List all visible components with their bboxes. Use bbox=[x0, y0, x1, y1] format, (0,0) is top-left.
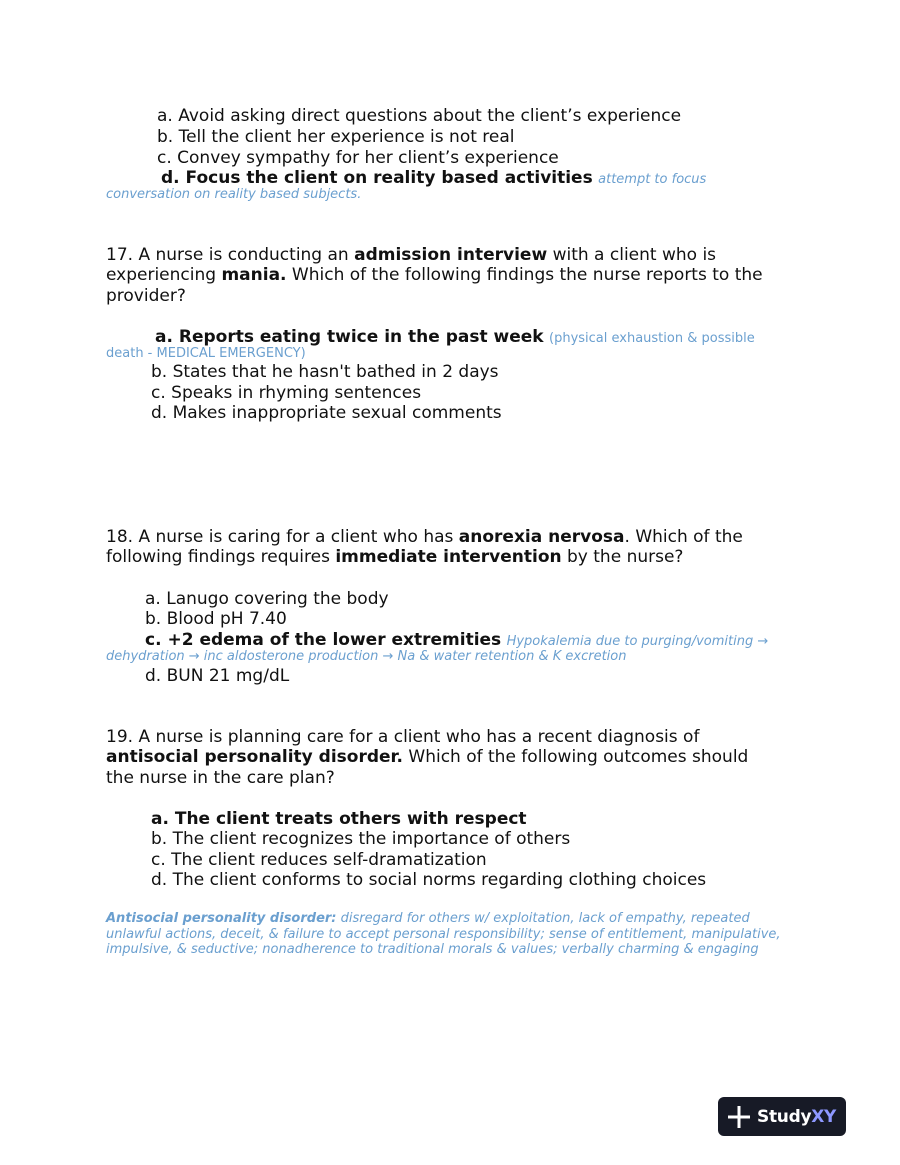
q16-option-d-text: d. Focus the client on reality based activities bbox=[161, 168, 593, 188]
q18-option-c-note: Hypokalemia due to purging/vomiting → bbox=[506, 634, 769, 649]
q16-option-d-note: attempt to focus bbox=[598, 172, 707, 187]
q17-stem-line-2 bbox=[106, 265, 763, 286]
logo-text-accent: XY bbox=[811, 1106, 837, 1127]
q17-stem-text: with a client who is bbox=[547, 245, 717, 265]
q18-option-c-note-cont: dehydration → inc aldosterone production → Na & water retention & K excretion bbox=[106, 649, 627, 664]
q16-option-a: a. Avoid asking direct questions about the client’s experience bbox=[157, 106, 682, 126]
q18-stem-line-2 bbox=[106, 547, 683, 568]
q17-stem-bold: mania. bbox=[221, 265, 287, 285]
q17-stem-text: Which of the following findings the nurse reports to the bbox=[286, 265, 763, 285]
logo-text-main: Study bbox=[757, 1106, 812, 1127]
q19-stem-bold: antisocial personality disorder. bbox=[106, 747, 403, 767]
q16-option-d-note-cont: conversation on reality based subjects. bbox=[106, 187, 362, 202]
q18-stem-bold: immediate intervention bbox=[335, 547, 562, 567]
q18-stem-bold: anorexia nervosa bbox=[458, 527, 625, 547]
q19-summary-text: disregard for others w/ exploitation, lack of empathy, repeated bbox=[336, 911, 750, 926]
q19-stem-line-3: the nurse in the care plan? bbox=[106, 768, 335, 788]
logo-wordmark bbox=[757, 1107, 836, 1127]
q17-option-b: b. States that he hasn't bathed in 2 days bbox=[151, 362, 499, 382]
q19-summary-note bbox=[106, 911, 806, 958]
q16-option-b: b. Tell the client her experience is not real bbox=[157, 127, 515, 147]
q18-stem-line-1 bbox=[106, 527, 743, 548]
q18-stem-text: by the nurse? bbox=[561, 547, 684, 567]
q19-option-b: b. The client recognizes the importance of others bbox=[151, 829, 571, 849]
q17-option-d: d. Makes inappropriate sexual comments bbox=[151, 403, 502, 423]
q16-option-c: c. Convey sympathy for her client’s experience bbox=[157, 148, 559, 168]
studyxy-logo bbox=[718, 1097, 846, 1136]
q18-option-c-text: c. +2 edema of the lower extremities bbox=[145, 630, 502, 650]
q17-option-a-text: a. Reports eating twice in the past week bbox=[155, 327, 544, 347]
q18-option-d: d. BUN 21 mg/dL bbox=[145, 666, 290, 686]
q19-stem-line-1: 19. A nurse is planning care for a client who has a recent diagnosis of bbox=[106, 727, 700, 747]
q19-summary-line-3: impulsive, & seductive; nonadherence to traditional morals & values; verbally charming & engaging bbox=[106, 942, 759, 957]
q19-option-d: d. The client conforms to social norms regarding clothing choices bbox=[151, 870, 707, 890]
plus-logo-icon bbox=[726, 1104, 752, 1130]
q18-stem-text: following findings requires bbox=[106, 547, 336, 567]
q17-stem-bold: admission interview bbox=[354, 245, 548, 265]
q18-option-a: a. Lanugo covering the body bbox=[145, 589, 389, 609]
q17-option-a-note-cont: death - MEDICAL EMERGENCY) bbox=[106, 346, 306, 361]
q19-option-a-correct: a. The client treats others with respect bbox=[151, 809, 527, 829]
q18-stem-text: . Which of the bbox=[624, 527, 743, 547]
q19-option-c: c. The client reduces self-dramatization bbox=[151, 850, 487, 870]
q17-stem-text: 17. A nurse is conducting an bbox=[106, 245, 355, 265]
q18-stem-text: 18. A nurse is caring for a client who has bbox=[106, 527, 459, 547]
q17-option-c: c. Speaks in rhyming sentences bbox=[151, 383, 422, 403]
q17-stem-text: experiencing bbox=[106, 265, 222, 285]
q19-stem-text: Which of the following outcomes should bbox=[402, 747, 749, 767]
q19-summary-lead: Antisocial personality disorder: bbox=[106, 911, 337, 926]
q17-stem-line-1 bbox=[106, 245, 716, 266]
q18-option-b: b. Blood pH 7.40 bbox=[145, 609, 287, 629]
q19-stem-line-2 bbox=[106, 747, 748, 768]
q17-stem-line-3: provider? bbox=[106, 286, 186, 306]
q17-option-a-note: (physical exhaustion & possible bbox=[549, 331, 755, 346]
q19-summary-line-1 bbox=[106, 911, 806, 927]
q19-summary-line-2: unlawful actions, deceit, & failure to accept personal responsibility; sense of entitlement, manipulative, bbox=[106, 926, 781, 942]
